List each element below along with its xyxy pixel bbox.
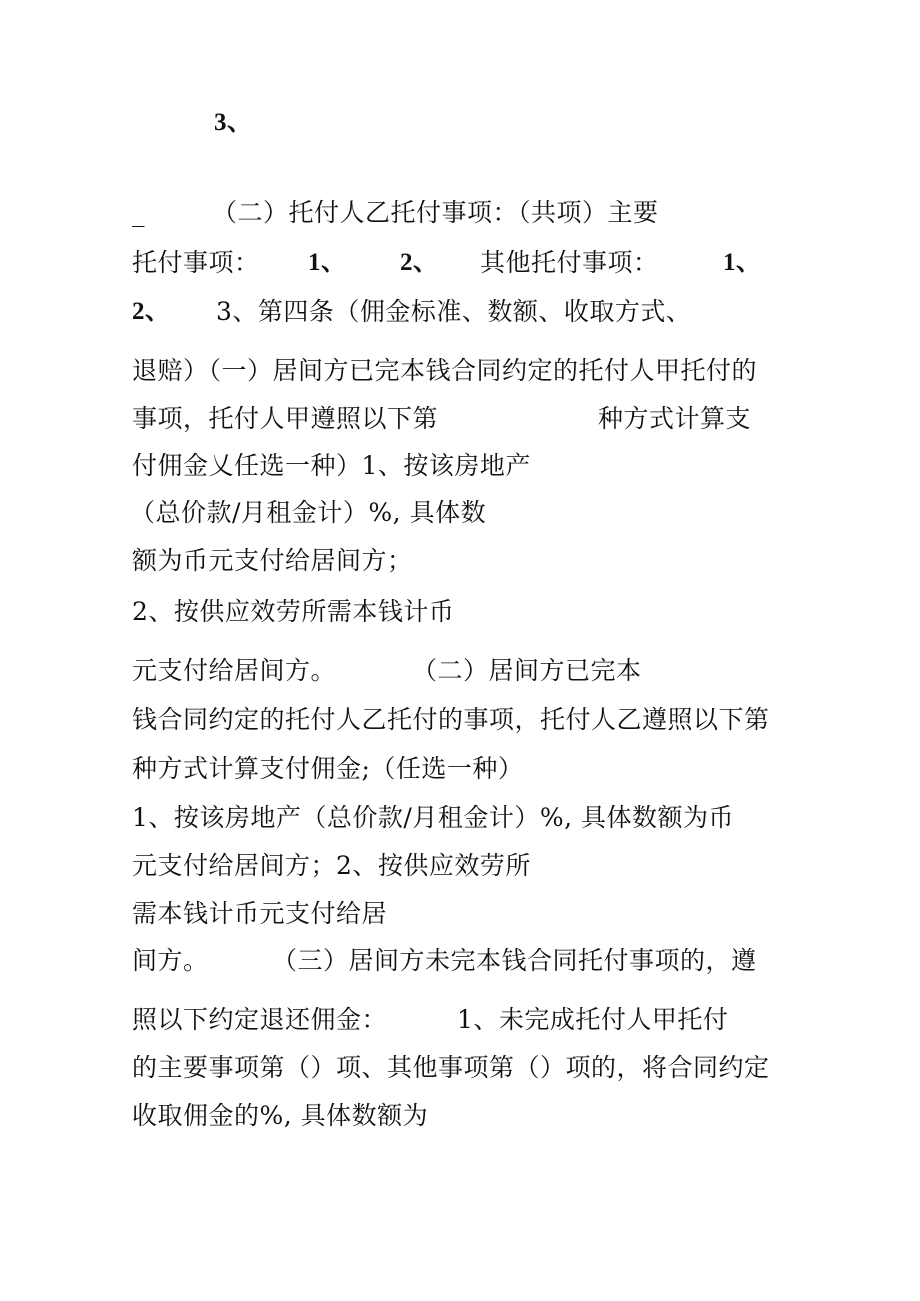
- text-line: 元支付给居间方。: [132, 656, 337, 685]
- text-line: 付佣金乂任选一种）1、按该房地产: [132, 451, 531, 480]
- text-line: 种方式计算支付佣金;（任选一种）: [132, 754, 524, 783]
- text-line: 钱合同约定的托付人乙托付的事项，托付人乙遵照以下第: [132, 705, 770, 734]
- item-number: 2、: [400, 249, 439, 276]
- text-line: 2、按供应效劳所需本钱计币: [132, 597, 455, 626]
- text-line: 1、未完成托付人甲托付: [457, 1005, 729, 1034]
- text-line: 其他托付事项：: [480, 248, 659, 277]
- text-line: 间方。: [132, 946, 209, 975]
- text-line: 额为币元支付给居间方；: [132, 546, 413, 575]
- text-line: 退赔）（一）居间方已完本钱合同约定的托付人甲托付的: [132, 356, 758, 385]
- text-line: （三）居间方未完本钱合同托付事项的，遵: [272, 946, 757, 975]
- item-number: 2、: [132, 298, 171, 325]
- item-number: 1、: [308, 249, 347, 276]
- underscore-mark: _: [132, 198, 145, 227]
- text-line: 1、按该房地产（总价款/月租金计）%, 具体数额为币: [132, 803, 734, 832]
- item-number: 3、: [214, 109, 253, 136]
- text-line: 的主要事项第（）项、其他事项第（）项的，将合同约定: [132, 1053, 770, 1082]
- text-line: （二）居间方已完本: [412, 656, 642, 685]
- item-number: 1、: [723, 249, 762, 276]
- text-line: 照以下约定退还佣金：: [132, 1005, 388, 1034]
- text-line: 收取佣金的%, 具体数额为: [132, 1101, 429, 1130]
- text-line: （总价款/月租金计）%, 具体数: [130, 498, 487, 527]
- text-line: 事项，托付人甲遵照以下第: [132, 404, 439, 433]
- text-line: 元支付给居间方；2、按供应效劳所: [132, 851, 531, 880]
- text-line: 3、第四条（佣金标准、数额、收取方式、: [216, 297, 692, 326]
- text-line: 种方式计算支: [598, 404, 752, 433]
- text-line: 托付事项：: [132, 248, 260, 277]
- text-line: 需本钱计币元支付给居: [132, 899, 388, 928]
- text-line: （二）托付人乙托付事项：（共项）主要: [212, 198, 659, 227]
